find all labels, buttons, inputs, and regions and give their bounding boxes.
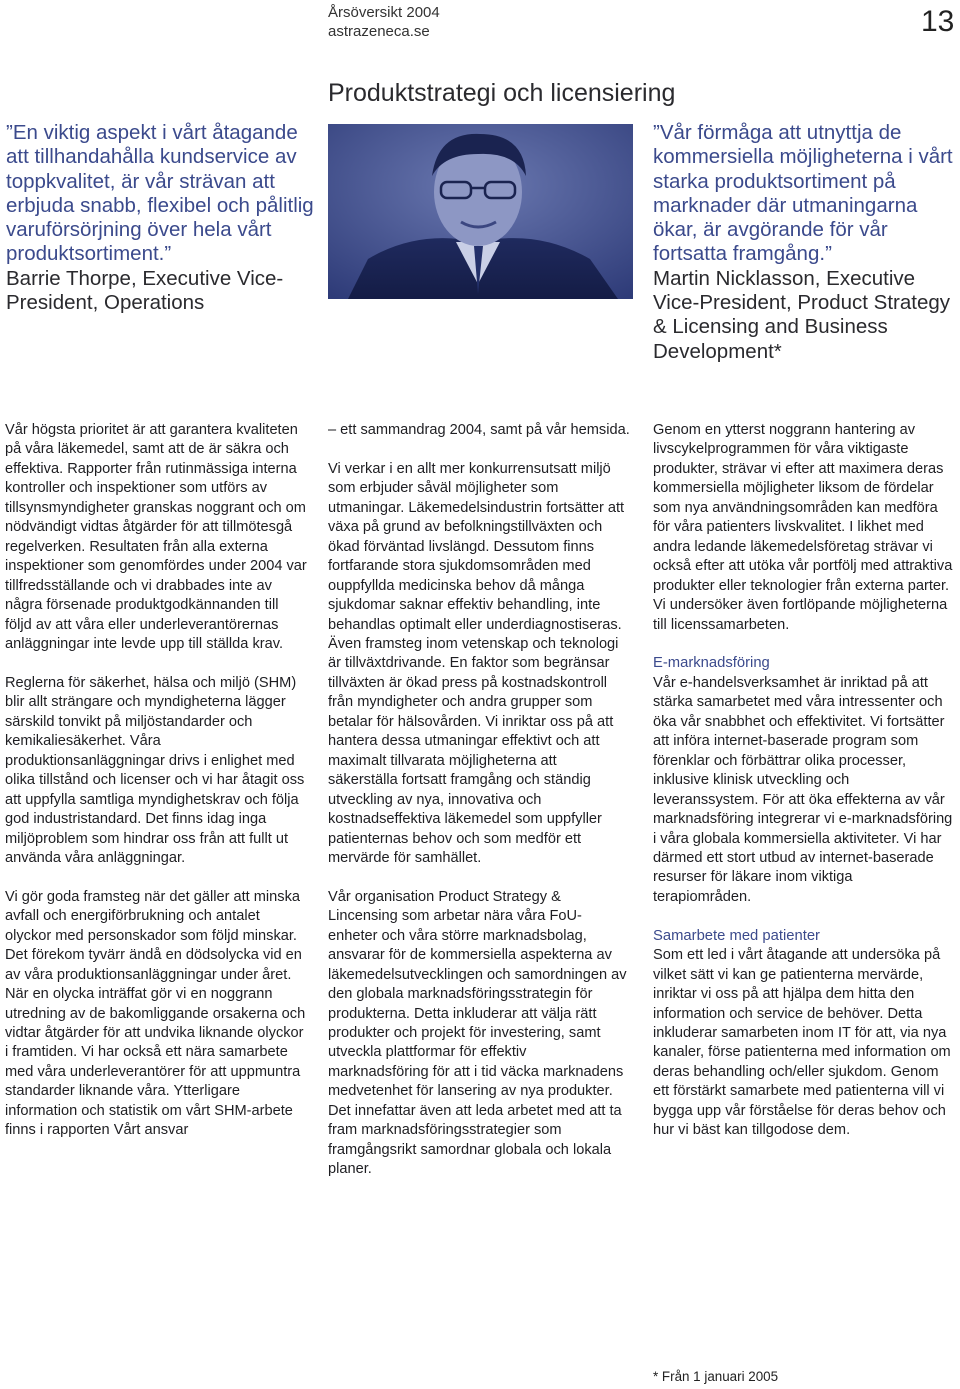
quote-open-mark: ” (6, 121, 13, 144)
report-title: Årsöversikt 2004 (328, 4, 440, 21)
portrait-icon (328, 124, 633, 299)
quote-text: En viktig aspekt i vårt åtagande att tillhandahålla kundservice av toppkvalitet, är vår strävan att erbjuda snabb, flexibel och pålitlig varuförsörjning över hela vårt produktsortiment. (6, 121, 314, 266)
body-column-1 (5, 421, 307, 1141)
quote-close-mark: ” (164, 242, 172, 266)
portrait-photo (328, 124, 633, 299)
subheading-patient-collaboration: Samarbete med patienter (653, 927, 820, 944)
paragraph: Vår e-handelsverksamhet är inriktad på att stärka samarbetet med våra intressenter och öka vår snabbhet och effektivitet. Vi fortsätter att införa internet-baserade program som förenklar och förbättrar olika processer, inklusive klinisk utveckling och leveranssystem. För att öka effekterna av vår marknadsföring integrerar vi e-marknadsföring i våra globala kommersiella aktiviteter. Vi har därmed ett stort utbud av internet-baserade resurser för läkare inom viktiga terapiområden. (653, 674, 953, 905)
paragraph: Vår organisation Product Strategy & Lincensing som arbetar nära våra FoU-enheter och våra större marknadsbolag, ansvarar för de kommersiella aspekterna av läkemedelsutvecklingen och samordningen av den globala marknadsföringsstrategin för produkterna. Detta inkluderar att välja rätt produkter och projekt för investering, samt utveckla plattformar för effektiv marknadsföring för att i tid väcka marknadens medvetenhet för lansering av nya produkter. Det innefattar även att leda arbetet med att ta fram marknadsföringsstrategier som framgångsrikt samordnar globala och lokala planer. (328, 888, 627, 1178)
quote-open-mark: ” (653, 121, 660, 144)
quote-attribution: Martin Nicklasson, Executive Vice-President, Product Strategy & Licensing and Business Development* (653, 266, 951, 363)
body-column-3 (653, 421, 953, 1141)
paragraph: – ett sammandrag 2004, samt på vår hemsida. (328, 422, 630, 438)
body-column-2 (328, 421, 630, 1180)
quote-close-mark: ” (825, 242, 832, 266)
footnote: * Från 1 januari 2005 (653, 1369, 779, 1384)
site-url: astrazeneca.se (328, 23, 430, 40)
paragraph: Reglerna för säkerhet, hälsa och miljö (SHM) blir allt strängare och myndigheterna lägger särskild tonvikt på miljöstandarder och kemikaliesäkerhet. Våra produktionsanläggningar drivs i enlighet med olika tillstånd och licenser och vi har åtagit oss att uppfylla samtliga myndighetskrav och följa god industristandard. Det finns idag inga miljöproblem som hindrar oss från att fullt ut använda våra anläggningar. (5, 674, 305, 866)
quote-text: Vår förmåga att utnyttja de kommersiella möjligheterna i vårt starka produktsortiment på marknader där utmaningarna ökar, är avgörande för vår fortsatta framgång. (653, 121, 953, 266)
quote-attribution: Barrie Thorpe, Executive Vice-President, Operations (6, 266, 284, 315)
paragraph: Vi verkar i en allt mer konkurrensutsatt miljö som erbjuder såväl möjligheter som utmaningar. Läkemedelsindustrin fortsätter att växa på grund av befolkningstillväxten och ökad förväntad livslängd. Dessutom finns fortfarande stora sjukdomsområden med ouppfyllda medicinska behov då många sjukdomar saknar effektiv behandling, inte behandlas optimalt eller underdiagnostiseras. Även framsteg inom vetenskap och teknologi är tillväxtdrivande. En faktor som begränsar tillväxten är ökad press på kostnadskontroll från myndigheter och andra grupper som betalar för hälsovården. Vi inriktar oss på att hantera dessa utmaningar effektivt och att maximalt tillvarata möjligheterna att säkerställa fortsatt framgång och ständig utveckling av nya, innovativa och kostnadseffektiva läkemedel som uppfyller patienternas behov och som medför ett mervärde för samhället. (328, 460, 625, 866)
subheading-e-marketing: E-marknadsföring (653, 655, 770, 672)
section-title: Produktstrategi och licensiering (328, 79, 676, 107)
paragraph: Vår högsta prioritet är att garantera kvaliteten på våra läkemedel, samt att de är säkra och effektiva. Rapporter från rutinmässiga interna kontroller och inspektioner som utförs av tillsynsmyndigheter granskas noggrant och om nödvändigt vidtas åtgärder för att tillmötesgå regelverken. Resultaten från alla externa inspektioner som genomfördes under 2004 var tillfredsställande och vi drabbades inte av några försenade produktgodkännanden till följd av att våra eller underleverantörernas anläggningar inte levde upp till ställda krav. (5, 422, 307, 652)
pull-quote-left (6, 121, 316, 315)
pull-quote-right (653, 121, 958, 364)
paragraph: Genom en ytterst noggrann hantering av livscykelprogrammen för våra viktigaste produkter, strävar vi efter att maximera deras kommersiella möjligheter liksom de fördelar som nya användningsområden kan medföra för våra patienters livskvalitet. I likhet med andra ledande läkemedelsföretag strävar vi också efter att utöka vår portfölj med attraktiva produkter eller teknologier från externa parter. Vi undersöker även fortlöpande möjligheterna till licenssamarbeten. (653, 422, 953, 633)
paragraph: Vi gör goda framsteg när det gäller att minska avfall och energiförbrukning och antalet olyckor med personskador som följd minskar. Det förekom tyvärr ändå en dödsolycka vid en av våra produktionsanläggningar under året. När en olycka inträffat gör vi en noggrann utredning av de bakomliggande orsakerna och vidtar åtgärder för att undvika liknande olyckor i framtiden. Vi har också ett nära samarbete med våra underleverantörer för att uppmuntra standarder liknande våra. Ytterligare information och statistik om vårt SHM-arbete finns i rapporten Vårt ansvar (5, 888, 306, 1139)
page-number: 13 (921, 5, 955, 38)
paragraph: Som ett led i vårt åtagande att undersöka på vilket sätt vi kan ge patienterna mervärde, inriktar vi oss på att hjälpa dem hitta den information och service de behöver. Detta inkluderar samarbeten inom IT för att, via nya kanaler, förse patienterna med information om deras behandling och/eller sjukdom. Genom ett förstärkt samarbete med patienterna vill vi bygga upp vår förståelse för deras behov och hur vi bäst kan tillgodose dem. (653, 947, 951, 1139)
